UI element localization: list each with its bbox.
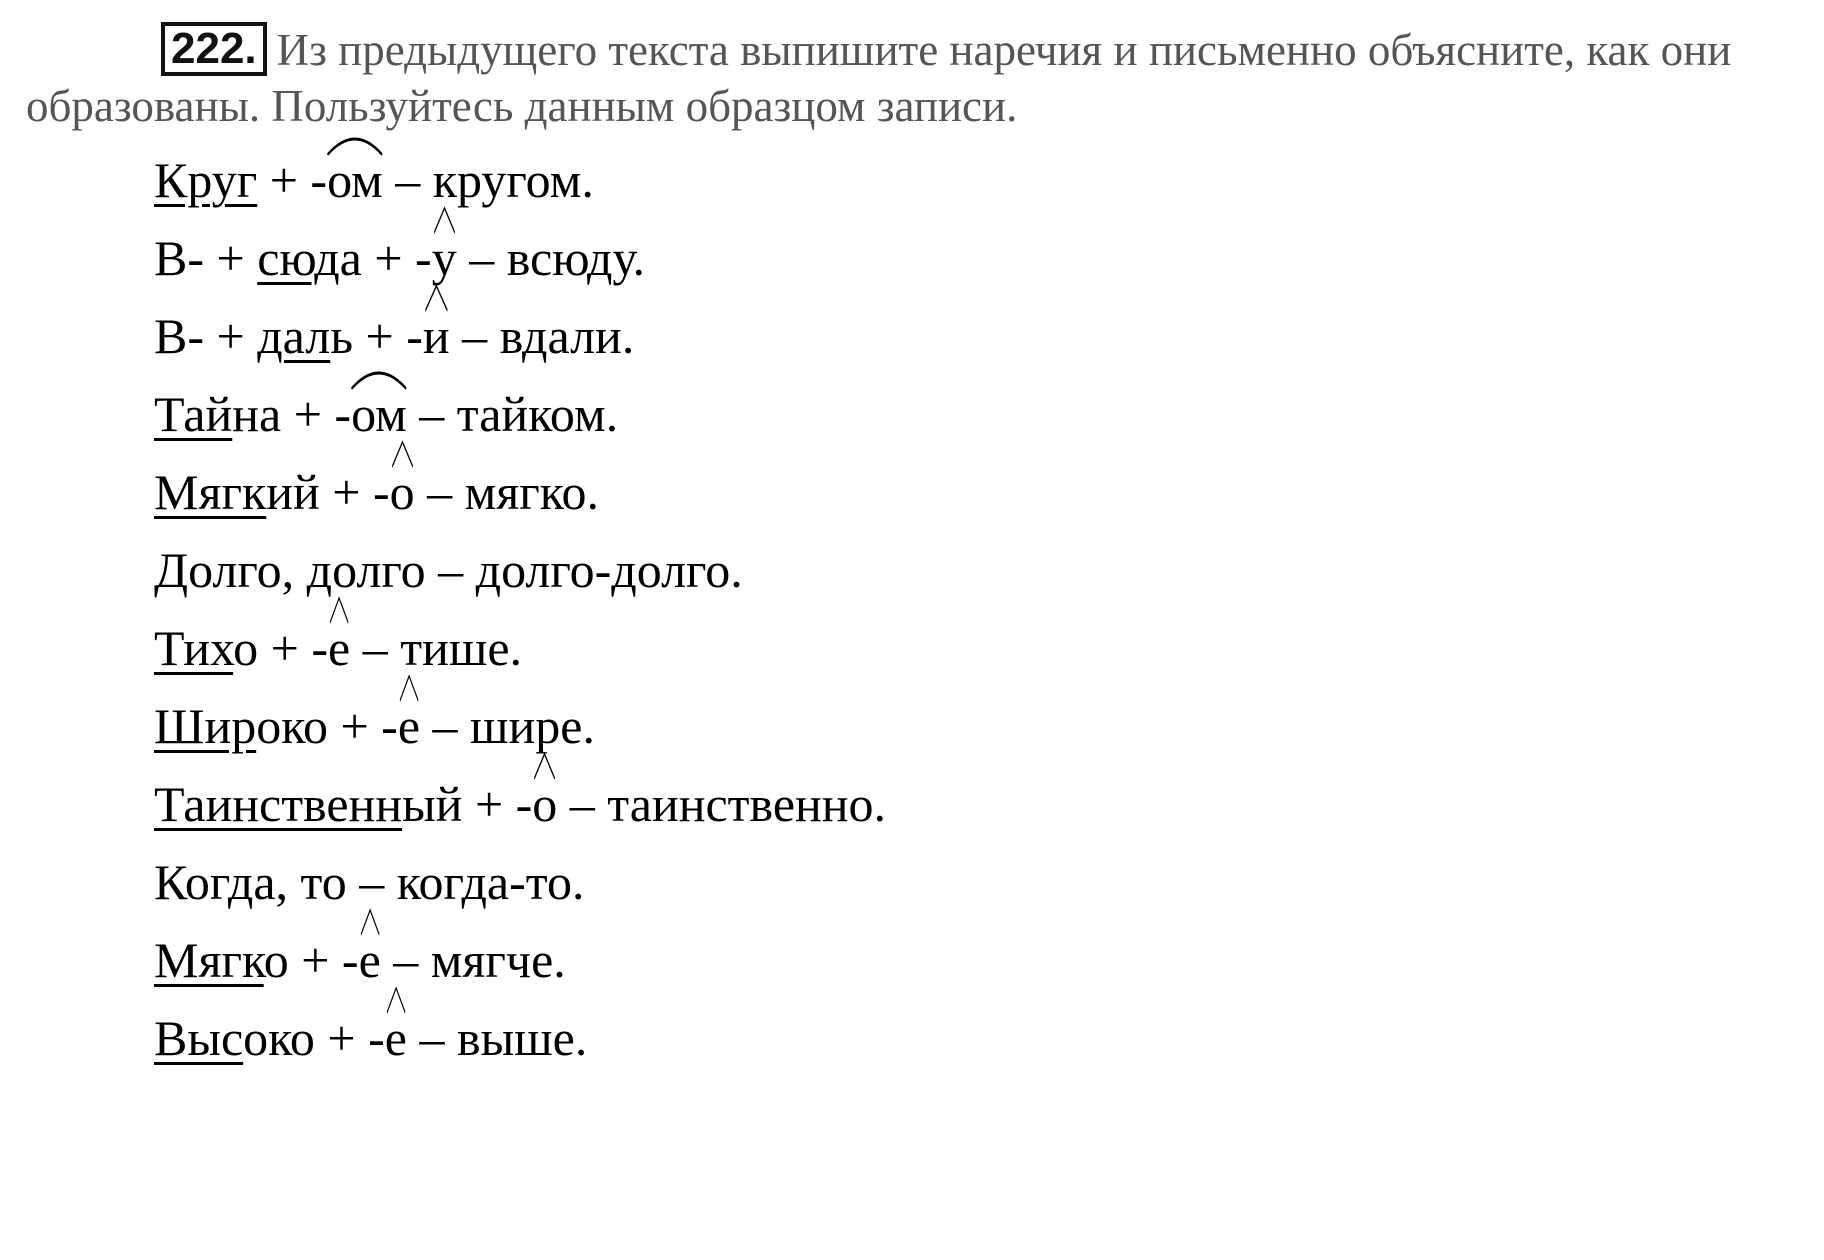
root: Тай: [154, 386, 233, 442]
suffix-text: у: [431, 230, 457, 286]
word-ending: о: [263, 932, 289, 988]
task-instruction-block: [26, 22, 1806, 134]
plus-sign: + -: [353, 308, 423, 364]
plus-sign: + -: [258, 620, 329, 676]
suffix-caret-mark: [398, 674, 420, 702]
suffix-text: ом: [327, 152, 383, 208]
suffix-caret-mark: [390, 440, 415, 468]
root: Мягк: [154, 464, 267, 520]
suffix: [359, 930, 381, 990]
suffix-text: о: [532, 776, 558, 832]
word-ending: на: [232, 386, 282, 442]
result-word: – таинственно.: [557, 776, 887, 832]
suffix-caret-mark: [359, 908, 381, 936]
suffix: [327, 150, 383, 210]
suffix-caret-mark: [385, 986, 407, 1014]
result-word: – мягче.: [380, 932, 566, 988]
formation-line: [154, 384, 618, 444]
suffix-text: ом: [351, 386, 407, 442]
plus-sign: + -: [319, 464, 390, 520]
root: Круг: [154, 152, 258, 208]
plus-sign: + -: [327, 698, 398, 754]
suffix: [390, 462, 415, 522]
formation-line: [154, 462, 599, 522]
word-ending: ий: [266, 464, 320, 520]
plus-sign: + -: [361, 230, 432, 286]
root: сюд: [257, 230, 340, 286]
suffix-caret-mark: [432, 206, 457, 234]
formation-line: [154, 696, 595, 756]
prefix: В- +: [154, 308, 258, 364]
word-ending: ь: [330, 308, 354, 364]
formation-line: [154, 852, 584, 912]
result-word: – тайком.: [406, 386, 619, 442]
suffix: [532, 774, 557, 834]
suffix-caret-mark: [532, 752, 557, 780]
result-word: – шире.: [420, 698, 595, 754]
formation-line: [154, 930, 566, 990]
suffix-arc-mark: [351, 362, 407, 390]
root: Таинственн: [154, 776, 403, 832]
word-ending: о: [233, 620, 259, 676]
suffix-text: о: [389, 464, 415, 520]
formation-line: [154, 1008, 587, 1068]
word-ending: око: [256, 698, 328, 754]
root: Тих: [154, 620, 234, 676]
formation-line: [154, 228, 645, 288]
formation-line: [154, 306, 634, 366]
root: дал: [257, 308, 331, 364]
suffix: [351, 384, 407, 444]
prefix: В- +: [154, 230, 258, 286]
plus-sign: + -: [314, 1010, 385, 1066]
formation-line: [154, 618, 522, 678]
plain-line-text: Когда, то – когда-то.: [154, 854, 585, 910]
formation-line: [154, 540, 743, 600]
suffix-caret-mark: [328, 596, 350, 624]
root: Шир: [154, 698, 257, 754]
suffix-caret-mark: [423, 284, 450, 312]
plus-sign: + -: [281, 386, 352, 442]
suffix-text: е: [384, 1010, 407, 1066]
word-ending: ый: [402, 776, 463, 832]
root: Выс: [154, 1010, 244, 1066]
suffix-arc-mark: [327, 128, 383, 156]
result-word: – тише.: [350, 620, 523, 676]
formation-line: [154, 150, 594, 210]
result-word: – кругом.: [382, 152, 594, 208]
suffix: [328, 618, 350, 678]
plus-sign: + -: [288, 932, 359, 988]
result-word: – мягко.: [414, 464, 600, 520]
word-ending: а: [339, 230, 362, 286]
suffix-text: е: [397, 698, 421, 754]
task-number-box: 222.: [161, 22, 267, 76]
suffix-text: и: [422, 308, 450, 364]
task-instruction-text: Из предыдущего текста выпишите наречия и письменно объясните, как они образованы. Пользуйтесь данным образцом записи.: [26, 25, 1732, 131]
formation-line: [154, 774, 886, 834]
result-word: – всюду.: [456, 230, 645, 286]
suffix-text: е: [358, 932, 381, 988]
result-word: – выше.: [406, 1010, 588, 1066]
suffix: [432, 228, 457, 288]
suffix: [398, 696, 420, 756]
plus-sign: + -: [462, 776, 533, 832]
suffix: [423, 306, 450, 366]
root: Мягк: [154, 932, 264, 988]
suffix-text: е: [328, 620, 351, 676]
result-word: – вдали.: [449, 308, 635, 364]
word-ending: око: [243, 1010, 315, 1066]
plain-line-text: Долго, долго – долго-долго.: [154, 542, 743, 598]
suffix: [385, 1008, 407, 1068]
plus-sign: + -: [257, 152, 328, 208]
